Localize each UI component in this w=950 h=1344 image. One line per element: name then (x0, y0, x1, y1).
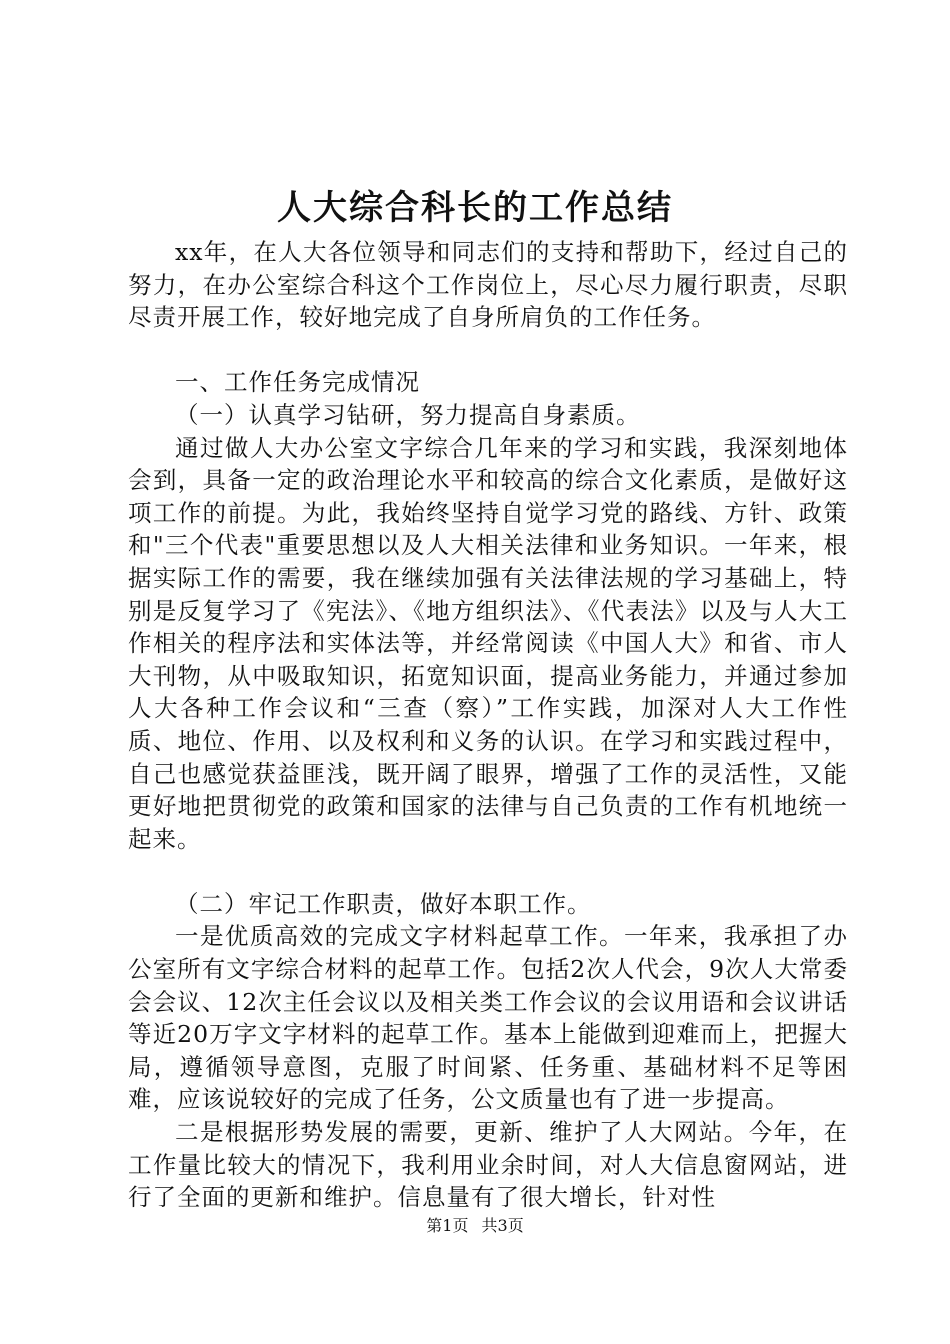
subsection-heading: （二）牢记工作职责，做好本职工作。 (175, 889, 592, 918)
body-paragraph: 一是优质高效的完成文字材料起草工作。一年来，我承担了办公室所有文字综合材料的起草工作。包括2次人代会，9次人大常委会会议、12次主任会议以及相关类工作会议的会议用语和会议讲话等近20万字文字材料的起草工作。基本上能做到迎难而上，把握大局，遵循领导意图，克服了时间紧、任务重、基础材料不足等困难，应该说较好的完成了任务，公文质量也有了进一步提高。 (128, 922, 848, 1114)
paragraph-spacer (128, 334, 848, 367)
document-title: 人大综合科长的工作总结 (277, 188, 673, 228)
subsection-heading: （一）认真学习钻研，努力提高自身素质。 (175, 400, 641, 429)
body-paragraph: 二是根据形势发展的需要，更新、维护了人大网站。今年，在工作量比较大的情况下，我利用业余时间，对人大信息窗网站，进行了全面的更新和维护。信息量有了很大增长，针对性 (128, 1118, 848, 1212)
intro-paragraph: xx年，在人大各位领导和同志们的支持和帮助下，经过自己的努力，在办公室综合科这个工作岗位上，尽心尽力履行职责，尽职尽责开展工作，较好地完成了自身所肩负的工作任务。 (128, 238, 848, 332)
page-footer (0, 1214, 950, 1238)
paragraph-spacer (128, 855, 848, 888)
body-paragraph: 通过做人大办公室文字综合几年来的学习和实践，我深刻地体会到，具备一定的政治理论水平和较高的综合文化素质，是做好这项工作的前提。为此，我始终坚持自觉学习党的路线、方针、政策和"三个代表"重要思想以及人大相关法律和业务知识。一年来，根据实际工作的需要，我在继续加强有关法律法规的学习基础上，特别是反复学习了《宪法》、《地方组织法》、《代表法》以及与人大工作相关的程序法和实体法等，并经常阅读《中国人大》和省、市人大刊物，从中吸取知识，拓宽知识面，提高业务能力，并通过参加人大各种工作会议和“三查（察）”工作实践，加深对人大工作性质、地位、作用、以及权利和义务的认识。在学习和实践过程中，自己也感觉获益匪浅，既开阔了眼界，增强了工作的灵活性，又能更好地把贯彻党的政策和国家的法律与自己负责的工作有机地统一起来。 (128, 433, 848, 853)
page-total: 共3页 (481, 1216, 524, 1235)
section-heading: 一、工作任务完成情况 (175, 368, 420, 397)
document-body (128, 236, 848, 1214)
page-number: 第1页 (426, 1216, 469, 1235)
